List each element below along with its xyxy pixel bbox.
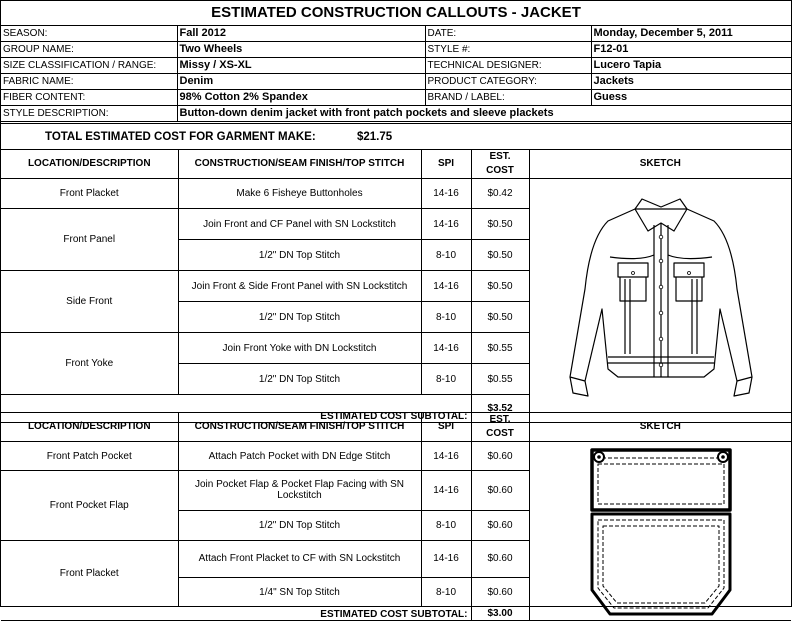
cost-cell: $0.60	[471, 510, 529, 540]
callout-table-pocket	[1, 412, 791, 621]
info-row	[1, 26, 791, 42]
spi-cell: 14-16	[421, 540, 471, 578]
group-label: GROUP NAME:	[1, 42, 177, 58]
header-row	[1, 413, 791, 442]
fiber-label: FIBER CONTENT:	[1, 90, 177, 106]
cost-cell: $0.60	[471, 442, 529, 471]
info-row	[1, 90, 791, 106]
cost-cell: $0.50	[471, 302, 529, 333]
construction-cell: Attach Front Placket to CF with SN Lockstitch	[178, 540, 421, 578]
category-label: PRODUCT CATEGORY:	[425, 74, 591, 90]
sheet-title: ESTIMATED CONSTRUCTION CALLOUTS - JACKET	[1, 1, 791, 26]
description-value: Button-down denim jacket with front patch pockets and sleeve plackets	[177, 106, 791, 122]
spi-cell: 8-10	[421, 510, 471, 540]
cost-cell: $0.50	[471, 209, 529, 240]
spi-cell: 8-10	[421, 578, 471, 607]
header-cost: EST. COST	[471, 413, 529, 442]
jacket-sketch-cell	[529, 179, 791, 423]
header-sketch: SKETCH	[529, 150, 791, 179]
total-cost-amount: $21.75	[357, 131, 393, 143]
cost-cell: $0.55	[471, 364, 529, 395]
denim-jacket-sketch	[530, 179, 792, 422]
cost-cell: $0.50	[471, 240, 529, 271]
cost-cell: $0.55	[471, 333, 529, 364]
construction-cell: 1/2" DN Top Stitch	[178, 302, 421, 333]
spi-cell: 14-16	[421, 442, 471, 471]
size-label: SIZE CLASSIFICATION / RANGE:	[1, 58, 177, 74]
category-value: Jackets	[591, 74, 791, 90]
date-label: DATE:	[425, 26, 591, 42]
construction-cell: Join Pocket Flap & Pocket Flap Facing with SN Lockstitch	[178, 471, 421, 511]
pocket-flap-outline	[592, 450, 730, 510]
fabric-value: Denim	[177, 74, 425, 90]
info-table	[1, 25, 791, 122]
spi-cell: 14-16	[421, 179, 471, 209]
subtotal-value: $3.52	[471, 395, 529, 423]
header-spi: SPI	[421, 150, 471, 179]
fiber-value: 98% Cotton 2% Spandex	[177, 90, 425, 106]
header-location: LOCATION/DESCRIPTION	[1, 150, 178, 179]
group-value: Two Wheels	[177, 42, 425, 58]
location-cell: Front Yoke	[1, 333, 178, 395]
brand-value: Guess	[591, 90, 791, 106]
designer-value: Lucero Tapia	[591, 58, 791, 74]
cost-cell: $0.60	[471, 578, 529, 607]
header-location: LOCATION/DESCRIPTION	[1, 413, 178, 442]
cost-cell: $0.60	[471, 471, 529, 511]
pocket-sketch-cell	[529, 442, 791, 621]
callout-table-jacket	[1, 149, 791, 423]
style-label: STYLE #:	[425, 42, 591, 58]
spi-cell: 14-16	[421, 333, 471, 364]
cost-cell: $0.42	[471, 179, 529, 209]
info-row	[1, 74, 791, 90]
style-value: F12-01	[591, 42, 791, 58]
spi-cell: 8-10	[421, 302, 471, 333]
fabric-label: FABRIC NAME:	[1, 74, 177, 90]
date-value: Monday, December 5, 2011	[591, 26, 791, 42]
construction-cell: 1/4" SN Top Stitch	[178, 578, 421, 607]
construction-cell: 1/2" DN Top Stitch	[178, 364, 421, 395]
season-label: SEASON:	[1, 26, 177, 42]
table-row	[1, 179, 791, 209]
header-spi: SPI	[421, 413, 471, 442]
subtotal-label: ESTIMATED COST SUBTOTAL:	[1, 395, 471, 423]
subtotal-value: $3.00	[471, 607, 529, 621]
season-value: Fall 2012	[177, 26, 425, 42]
construction-cell: Join Front Yoke with DN Lockstitch	[178, 333, 421, 364]
location-cell: Front Placket	[1, 540, 178, 607]
construction-cell: 1/2" DN Top Stitch	[178, 240, 421, 271]
spi-cell: 14-16	[421, 209, 471, 240]
spi-cell: 14-16	[421, 271, 471, 302]
location-cell: Front Patch Pocket	[1, 442, 178, 471]
location-cell: Front Panel	[1, 209, 178, 271]
construction-cell: Attach Patch Pocket with DN Edge Stitch	[178, 442, 421, 471]
location-cell: Side Front	[1, 271, 178, 333]
info-row	[1, 42, 791, 58]
header-row	[1, 150, 791, 179]
spi-cell: 8-10	[421, 240, 471, 271]
construction-cell: Join Front & Side Front Panel with SN Lockstitch	[178, 271, 421, 302]
cost-cell: $0.60	[471, 540, 529, 578]
size-value: Missy / XS-XL	[177, 58, 425, 74]
header-construction: CONSTRUCTION/SEAM FINISH/TOP STITCH	[178, 413, 421, 442]
cost-cell: $0.50	[471, 271, 529, 302]
info-row	[1, 106, 791, 122]
header-construction: CONSTRUCTION/SEAM FINISH/TOP STITCH	[178, 150, 421, 179]
pocket-body-outline	[592, 514, 730, 614]
total-cost-label: TOTAL ESTIMATED COST FOR GARMENT MAKE:	[45, 131, 316, 143]
description-label: STYLE DESCRIPTION:	[1, 106, 177, 122]
construction-cell: Make 6 Fisheye Buttonholes	[178, 179, 421, 209]
header-cost: EST. COST	[471, 150, 529, 179]
brand-label: BRAND / LABEL:	[425, 90, 591, 106]
location-cell: Front Pocket Flap	[1, 471, 178, 541]
patch-pocket-sketch	[530, 442, 792, 620]
spi-cell: 14-16	[421, 471, 471, 511]
header-sketch: SKETCH	[529, 413, 791, 442]
info-row	[1, 58, 791, 74]
construction-cell: 1/2" DN Top Stitch	[178, 510, 421, 540]
spi-cell: 8-10	[421, 364, 471, 395]
location-cell: Front Placket	[1, 179, 178, 209]
designer-label: TECHNICAL DESIGNER:	[425, 58, 591, 74]
subtotal-label: ESTIMATED COST SUBTOTAL:	[1, 607, 471, 621]
table-row	[1, 442, 791, 471]
construction-cell: Join Front and CF Panel with SN Lockstitch	[178, 209, 421, 240]
total-cost-row	[1, 123, 791, 150]
